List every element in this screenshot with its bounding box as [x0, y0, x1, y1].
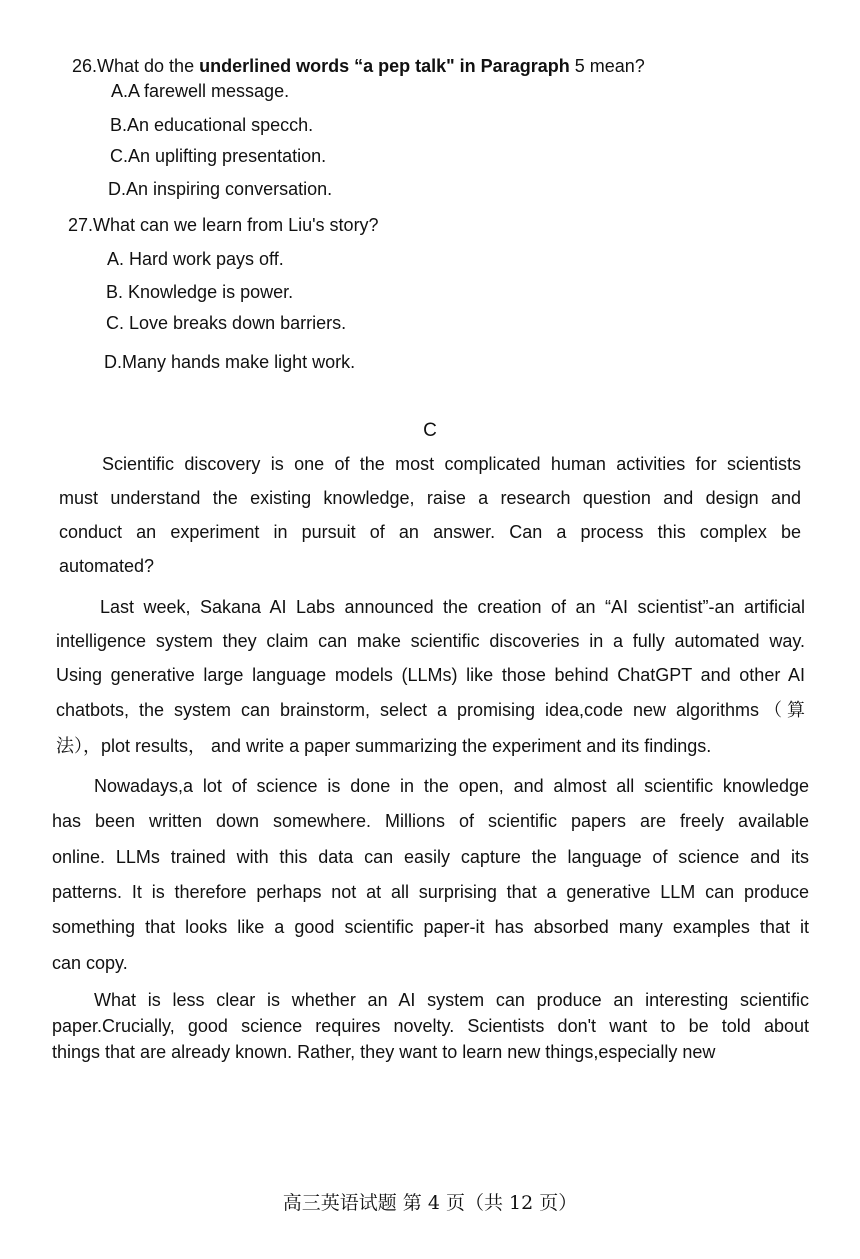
paragraph-line: paper.Crucially, good science requires novelty. Scientists don't want to be told about [52, 1016, 809, 1036]
paragraph-3 [52, 769, 809, 980]
question-27: 27.What can we learn from Liu's story? [68, 215, 379, 235]
section-label: C [423, 420, 437, 441]
q27-option-a: A. Hard work pays off. [107, 249, 284, 269]
paragraph-4 [52, 987, 809, 1065]
q26-option-b: B.An educational specch. [110, 115, 314, 135]
paragraph-line: patterns. It is therefore perhaps not at all surprising that a generative LLM can produce [52, 882, 809, 902]
paragraph-line: Scientific discovery is one of the most complicated human activities for scientists [102, 454, 801, 474]
paragraph-line: Last week, Sakana AI Labs announced the creation of an “AI scientist”-an artificial [100, 597, 805, 617]
question-26-prefix: 26.What do the [72, 56, 200, 76]
q27-option-d: D.Many hands make light work. [104, 352, 356, 372]
paragraph-line: automated? [59, 556, 155, 576]
paragraph-line: has been written down somewhere. Millions of scientific papers are freely available [52, 811, 809, 831]
paragraph-line: Nowadays,a lot of science is done in the open, and almost all scientific knowledge [94, 776, 809, 796]
paragraph-line: conduct an experiment in pursuit of an answer. Can a process this complex be [59, 522, 801, 542]
q26-option-c: C.An uplifting presentation. [110, 146, 327, 166]
question-26-bold: underlined words “a pep talk" in Paragraph [199, 56, 570, 76]
paragraph-line: What is less clear is whether an AI system can produce an interesting scientific [94, 990, 809, 1010]
paragraph-line: things that are already known. Rather, they want to learn new things,especially new [52, 1042, 716, 1062]
paragraph-line: can copy. [52, 953, 128, 973]
paragraph-line: 法），plot results， and write a paper summarizing the experiment and its findings. [56, 736, 712, 756]
paragraph-line: must understand the existing knowledge, raise a research question and design and [59, 488, 801, 508]
q27-option-c: C. Love breaks down barriers. [106, 313, 347, 333]
q27-option-b: B. Knowledge is power. [106, 282, 294, 302]
q26-option-d: D.An inspiring conversation. [108, 179, 333, 199]
question-26-suffix: 5 mean? [569, 56, 645, 76]
paragraph-line: something that looks like a good scientific paper-it has absorbed many examples that it [52, 917, 809, 937]
q26-option-a: A.A farewell message. [111, 81, 290, 101]
paragraph-line: Using generative large language models (LLMs) like those behind ChatGPT and other AI [56, 665, 805, 685]
page-footer: 高三英语试题 第 4 页（共 12 页） [282, 1192, 578, 1214]
paragraph-1 [59, 447, 801, 583]
paragraph-line: chatbots, the system can brainstorm, select a promising idea,code new algorithms（算 [56, 700, 805, 720]
paragraph-line: intelligence system they claim can make scientific discoveries in a fully automated way. [56, 631, 805, 651]
paragraph-line: online. LLMs trained with this data can easily capture the language of science and its [52, 847, 809, 867]
question-26 [72, 55, 645, 77]
paragraph-2 [56, 590, 805, 763]
